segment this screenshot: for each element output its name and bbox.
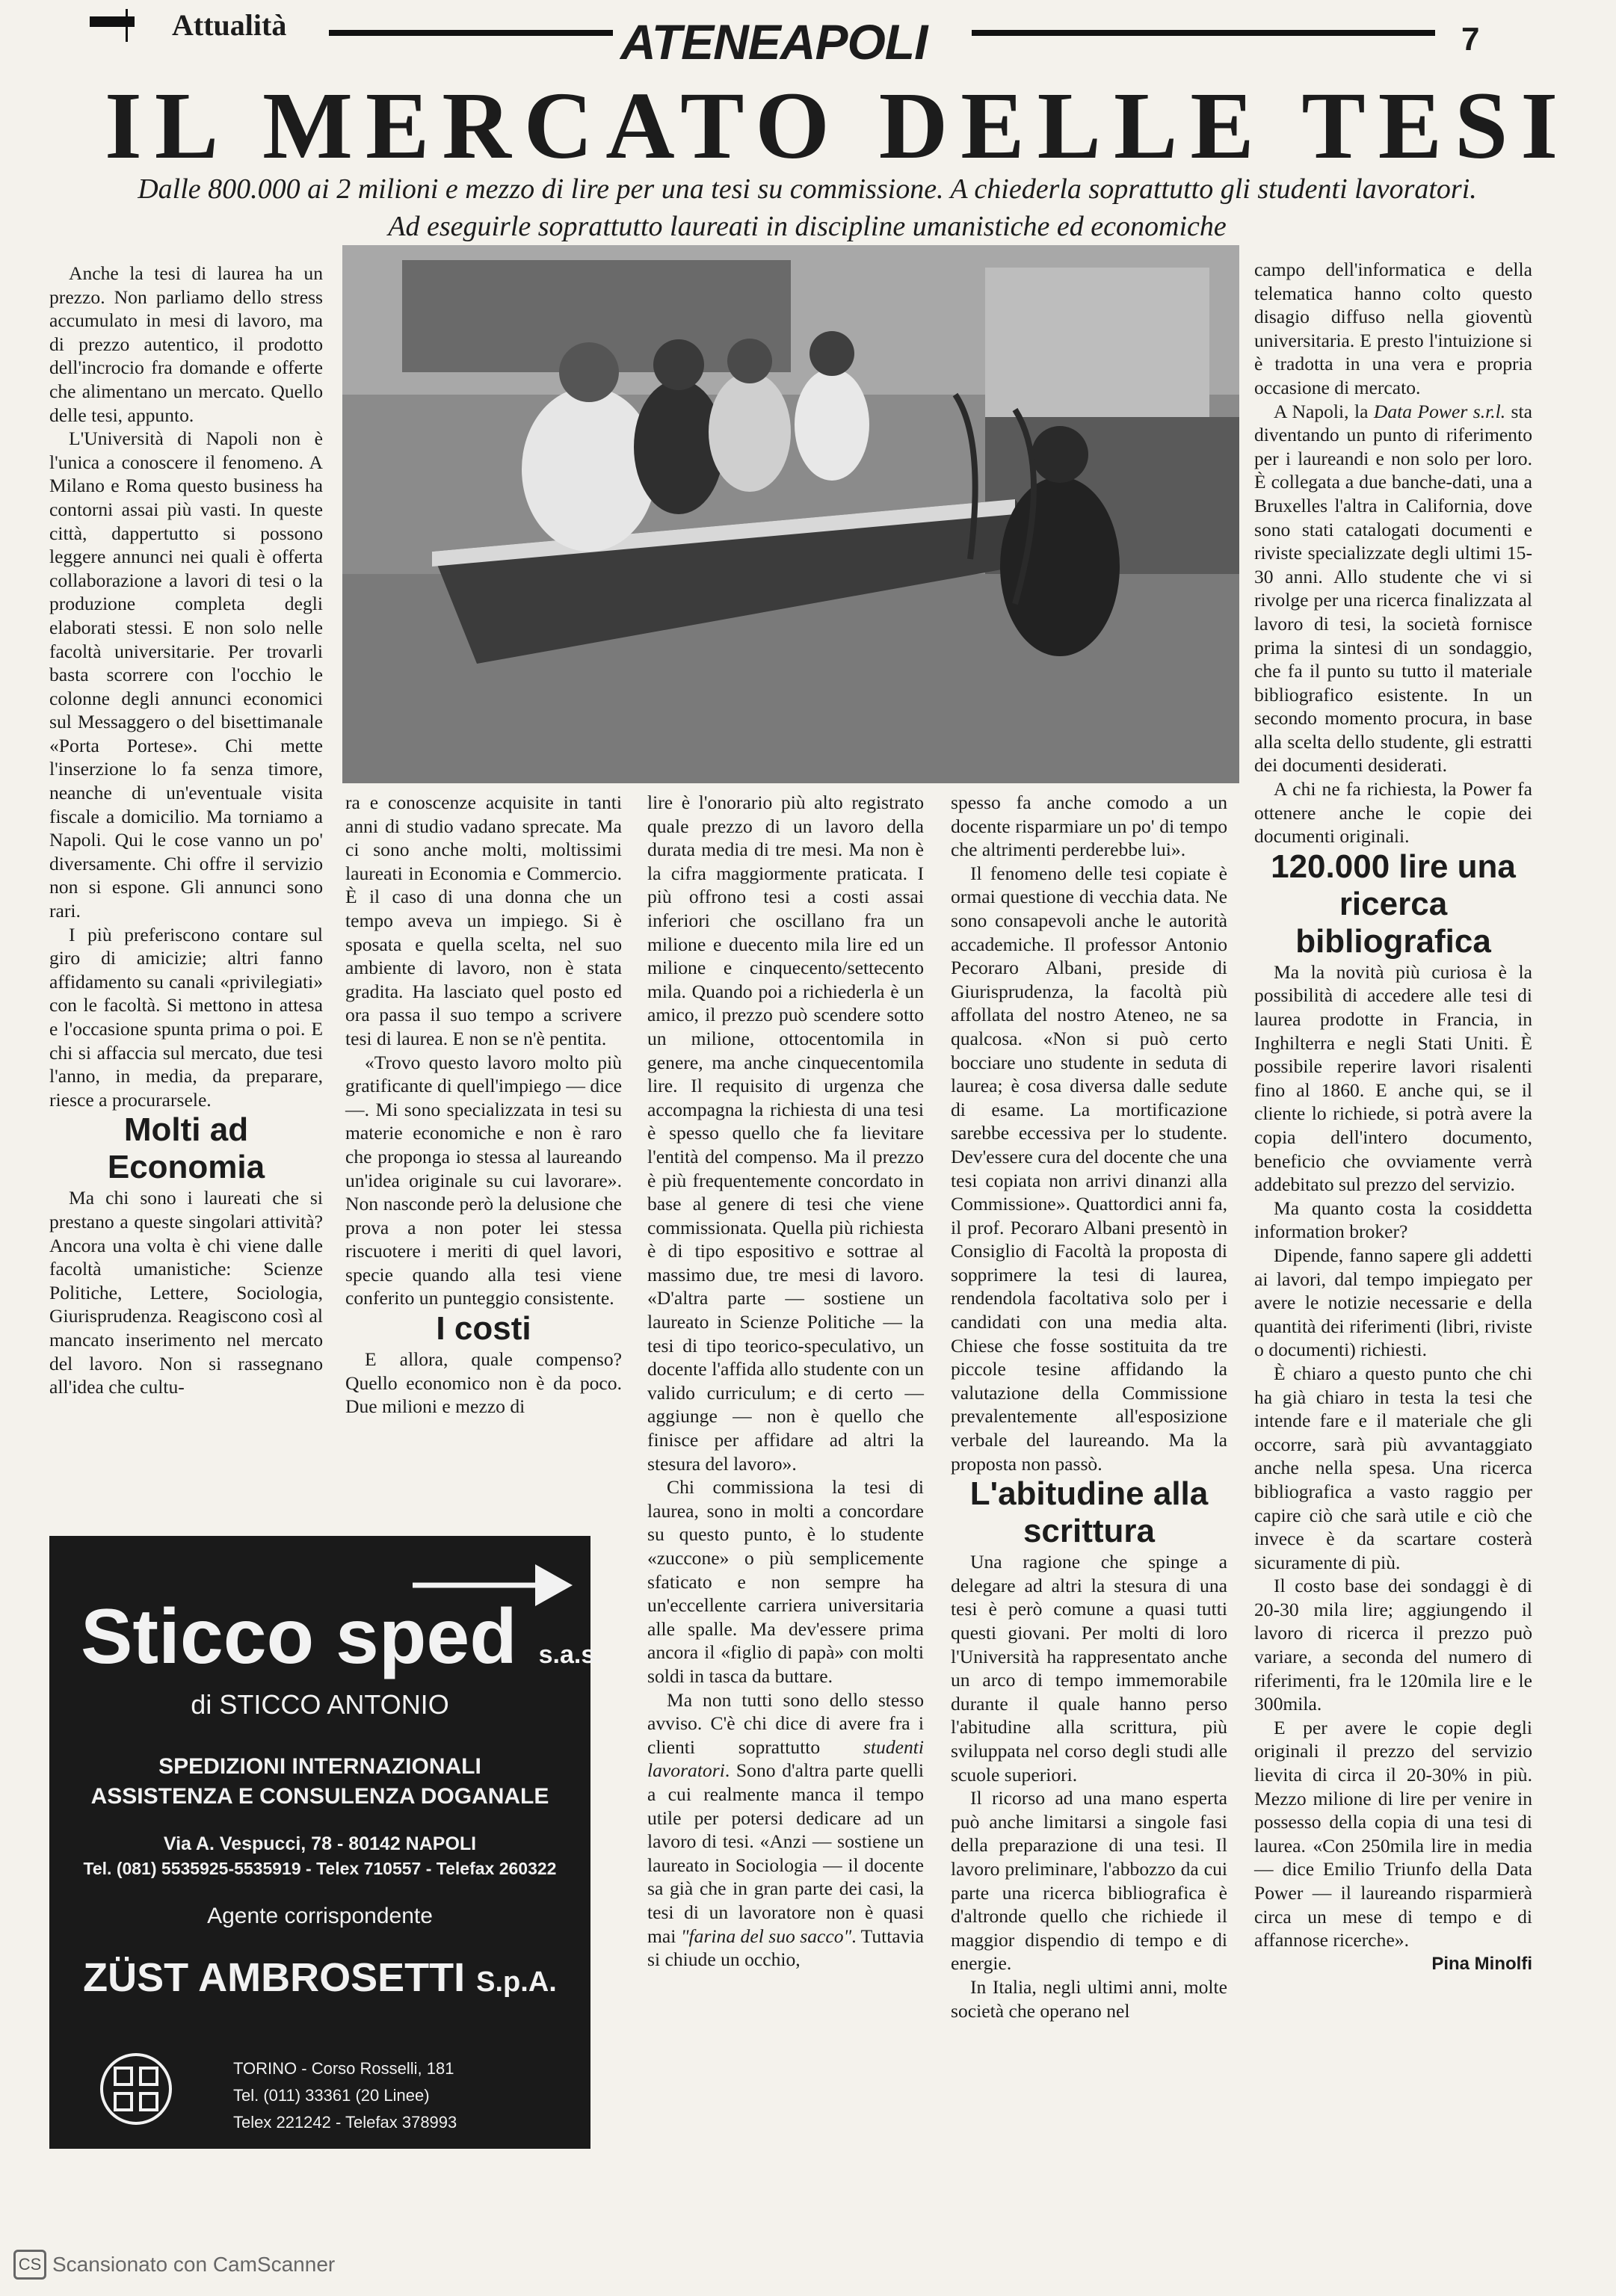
article-column-5 [1254, 258, 1532, 1975]
ad-agent-name: ZÜST AMBROSETTI [83, 1955, 466, 2000]
ad-agent-telex: Telex 221242 - Telefax 378993 [233, 2113, 457, 2132]
paragraph: ra e conoscenze acquisite in tanti anni di studio vadano sprecate. Ma ci sono anche molti, moltissimi laureati in Economia e Commercio. È il caso di una donna che un tempo aveva un impiego. Si è sposata e quella scelta, nel suo ambiente di lavoro, non è stata gradita. Ha lasciato quel posto ed ora passa il suo tempo a scrivere tesi di laurea. E non se n'è pentita. [345, 791, 622, 1049]
paragraph [1254, 400, 1532, 778]
masthead-rule-left [329, 30, 613, 36]
paragraph: I più preferiscono contare sul giro di amicizie; altri fanno affidamento su canali «privilegiati» con le facoltà. Si mettono in attesa e l'occasione spunta prima o poi. E chi si affaccia sul mercato, due tesi l'anno, in media, da preparare, riesce a procurarsele. [49, 923, 323, 1111]
section-label: Attualità [172, 8, 287, 42]
deck: Dalle 800.000 ai 2 milioni e mezzo di lire per una tesi su commissione. A chiederla soprattutto gli studenti lavoratori. Ad eseguirle soprattutto laureati in discipline umanistiche ed economiche [138, 173, 1477, 242]
paragraph: Ma chi sono i laureati che si prestano a queste singolari attività? Ancora una volta è chi viene dalle facoltà umanistiche: Scienze Politiche, Lettere, Sociologia, Giurisprudenza. Reagiscono così al mancato inserimento nel mercato del lavoro. Non si rassegnano all'idea che cultu- [49, 1187, 323, 1398]
paragraph: Chi commissiona la tesi di laurea, sono in molti a concordare su questo punto, è lo studente «zuccone» o più semplicemente sfaticato e non sempre ha un'eccellente carriera universitaria alle spalle. Ma dev'essere prima ancora il «figlio di papà» con molti soldi in tasca da buttare. [647, 1476, 924, 1687]
article-column-3 [647, 791, 924, 1972]
text-run: . Tuttavia si chiude un occhio, [647, 1925, 925, 1971]
scanner-watermark: Scansionato con CamScanner [52, 2253, 336, 2276]
paragraph: E allora, quale compenso? Quello economico non è da poco. Due milioni e mezzo di [345, 1348, 622, 1418]
page-number: 7 [1461, 21, 1480, 58]
paragraph: Il ricorso ad una mano esperta può anche limitarsi a singole fasi della preparazione di una tesi. Il lavoro preliminare, l'abbozzo da cui parte una ricerca bibliografica è d'altronde quello che richiede il maggior dispendio di tempo e di energie. [951, 1787, 1227, 1975]
commission-photo [342, 245, 1239, 783]
paragraph: E per avere le copie degli originali il prezzo del servizio lievita di circa il 20-30% in più. Mezzo milione di lire per venire in possesso della copia di una tesi di laurea. «Con 250mila lire in media — dice Emilio Triunfo della Data Power — il laureando risparmierà circa un mese di tempo e di affannose ricerche». [1254, 1716, 1532, 1951]
newspaper-logo: ATENEAPOLI [620, 14, 928, 70]
text-run: Ma non tutti sono dello stesso avviso. C'è chi dice di avere fra i clienti soprattutto [647, 1688, 924, 1758]
ad-company-name: Sticco sped [81, 1593, 517, 1680]
ad-agent-label: Agente corrispondente [207, 1904, 433, 1928]
paragraph: A chi ne fa richiesta, la Power fa ottenere anche le copie dei documenti originali. [1254, 778, 1532, 848]
emphasis: studenti lavoratori [647, 1735, 924, 1782]
subheading: L'abitudine alla scrittura [969, 1475, 1209, 1550]
ad-phones: Tel. (081) 5535925-5535919 - Telex 710557 - Telefax 260322 [83, 1859, 557, 1878]
ad-agent-suffix: S.p.A. [476, 1966, 557, 1998]
article-column-1 [49, 262, 323, 1399]
paragraph: lire è l'onorario più alto registrato quale prezzo di un lavoro della durata media di tre mesi. Ma non è la cifra maggiormente praticata. I più offrono tesi a costi assai inferiori che oscillano fra un milione e duecento mila lire ed un milione e cinquecento/settecento mila. Quando poi a richiederla è un amico, il prezzo può scendere sotto un milione, ottocentomila in genere, ma anche cinquecentomila lire. Il requisito di urgenza che accompagna la richiesta di una tesi è spesso quello che fa lievitare l'entità del compenso. Ma il prezzo è più frequentemente concordato in base al genere di tesi che viene commissionata. Quella più richiesta è di tipo espositivo e sottrae al massimo due, tre mesi di lavoro. «D'altra parte — sostiene un laureato in Scienze Politiche — la tesi di tipo teorico-speculativo, un docente l'affida allo studente con un valido curriculum; e di certo — aggiunge — non è quello che finisce per affidare ad altri la stesura del lavoro». [647, 791, 924, 1475]
ad-agent-city: TORINO - Corso Rosselli, 181 [233, 2059, 454, 2078]
emphasis: "farina del suo sacco" [680, 1925, 852, 1947]
byline: Pina Minolfi [1431, 1953, 1532, 1974]
camscanner-logo: CS [13, 2250, 46, 2280]
advertisement [49, 1536, 602, 2149]
paragraph: Ma la novità più curiosa è la possibilità di accedere alle tesi di laurea prodotte in Francia, in Inghilterra e negli Stati Uniti. È possibile reperire lavori risalenti fino al 1860. E anche qui, se il cliente lo richiede, si potrà avere la copia dell'intero documento, beneficio che ovviamente verrà addebitato sul prezzo del servizio. [1254, 960, 1532, 1196]
paragraph: Il fenomeno delle tesi copiate è ormai questione di vecchia data. Ne sono consapevoli anche le autorità accademiche. Il professor Antonio Pecoraro Albani, preside di Giurisprudenza, la facoltà più affollata del nostro Ateneo, ne sa qualcosa. «Non si può certo bocciare uno studente in seduta di laurea; è cosa diversa dalle sedute di esame. La mortificazione sarebbe eccessiva per lo studente. Dev'essere cura del docente che una tesi copiata non arrivi dinanzi alla Commissione». Quattordici anni fa, il prof. Pecoraro Albani presentò in Consiglio di Facoltà la proposta di sopprimere la tesi di laurea, rendendola facoltativa solo per i candidati con una media alta. Chiese che fosse sostituita da tre piccole tesine affidando la valutazione della Commissione prevalentemente all'esposizione verbale del laureando. Ma la proposta non passò. [951, 862, 1227, 1475]
masthead-bar [90, 16, 135, 27]
paragraph: campo dell'informatica e della telematica hanno colto questo disagio diffuso nella gioventù universitaria. E presto l'intuizione si è tradotta in una vera e propria occasione di mercato. [1254, 259, 1532, 398]
photo-illustration [342, 245, 1239, 783]
masthead-tick [126, 9, 128, 42]
paragraph: Il costo base dei sondaggi è di 20-30 mila lire; aggiungendo il lavoro di ricerca il prezzo può variare, a seconda del numero di riferimenti, fra le 120mila lire e le 300mila. [1254, 1575, 1532, 1715]
paragraph: L'Università di Napoli non è l'unica a conoscere il fenomeno. A Milano e Roma questo business ha contorni assai più vasti. In queste città, dappertutto si possono leggere annunci nei quali è offerta collaborazione a lavori di tesi o la produzione completa degli elaborati stessi. E non solo nelle facoltà universitarie. Per trovarli basta scorrere con l'occhio le colonne degli annunci economici sul Messaggero o del bisettimanale «Porta Portese». Chi mette l'inserzione lo fa senza timore, neanche di un'eventuale visita fiscale a domicilio. Ma torniamo a Napoli. Qui le cose vanno un po' diversamente. Chi offre il servizio non si espone. Gli annunci sono rari. [49, 428, 323, 922]
headline: IL MERCATO DELLE TESI [105, 72, 1571, 179]
paragraph: Dipende, fanno sapere gli addetti ai lavori, dal tempo impiegato per avere le notizie necessarie e della quantità dei riferimenti (libri, riviste o documenti) richiesti. [1254, 1244, 1532, 1361]
text-run: . Sono d'altra parte quelli a cui realmente manca il tempo utile per potersi dedicare ad un lavoro di tesi. «Anzi — sostiene un laureato in Sociologia — il docente sa già che in gran parte dei casi, la tesi di un lavoratore non è quasi mai [647, 1759, 924, 1947]
paragraph: Ma quanto costa la cosiddetta information broker? [1254, 1197, 1532, 1243]
paragraph: Una ragione che spinge a delegare ad altri la stesura di una tesi è però comune a quasi tutti questi giovani. Per molti di loro l'Università ha rappresentato anche un arco di tempo immemorabile durante il quale hanno perso l'abitudine alla scrittura, più sviluppata nel corso degli studi alle scuole superiori. [951, 1551, 1227, 1786]
paragraph: In Italia, negli ultimi anni, molte società che operano nel [951, 1975, 1227, 2022]
ad-agent-phone: Tel. (011) 33361 (20 Linee) [233, 2086, 430, 2105]
text-run: sta diventando un punto di riferimento per i laureandi e non solo per loro. È collegata a due banche-dati, una a Bruxelles l'altra in California, dove sono stati catalogati documenti e riviste specializzate degli ultimi 15-30 anni. Allo studente che vi si rivolge per una ricerca finalizzata al lavoro di tesi, la società fornisce prima la sintesi di un sondaggio, che fa il punto su tutto il materiale bibliografico esistente. In un secondo momento procura, in base alla scelta dello studente, gli estratti dei documenti desiderati. [1254, 400, 1532, 777]
subheading: 120.000 lire una ricerca bibliografica [1271, 848, 1516, 960]
zust-ambrosetti-logo-icon [99, 2052, 173, 2126]
article-column-4 [951, 791, 1227, 2022]
ad-address: Via A. Vespucci, 78 - 80142 NAPOLI [163, 1833, 477, 1854]
paragraph [647, 1688, 924, 1972]
article-column-2 [345, 791, 622, 1419]
paragraph: È chiaro a questo punto che chi ha già chiaro in testa la tesi che intende fare e il materiale che gli occorre, sarà più avvantaggiato anche nella spesa. Una ricerca bibliografica a vasto raggio per capire ciò che sarà utile e ciò che invece è da scartare costerà sicuramente di più. [1254, 1362, 1532, 1573]
paragraph: «Trovo questo lavoro molto più gratificante di quell'impiego — dice —. Mi sono specializzata in tesi su materie economiche e non è raro che proponga io stessa al laureando un'idea originale su cui lavorare». Non nasconde però la delusione che prova a non poter lei stessa riscuotere i meriti di quel lavori, specie quando alla tesi viene conferito un punteggio consistente. [345, 1051, 622, 1309]
subheading: I costi [436, 1310, 531, 1348]
text-run: A Napoli, la [1274, 400, 1374, 422]
masthead-rule-right [972, 30, 1435, 36]
paragraph: spesso fa anche comodo a un docente risparmiare un po' di tempo che altrimenti perderebbe lui». [951, 791, 1227, 861]
paragraph: Anche la tesi di laurea ha un prezzo. Non parliamo dello stress accumulato in mesi di lavoro, ma di prezzo autentico, il prodotto dell'incrocio fra domande e offerte che alimentano un mercato. Quello delle tesi, appunto. [49, 262, 323, 426]
emphasis: Data Power s.r.l. [1373, 400, 1506, 422]
ad-owner: di STICCO ANTONIO [191, 1689, 449, 1720]
ad-company-suffix: s.a.s. [538, 1641, 602, 1669]
ad-services-line-1: SPEDIZIONI INTERNAZIONALI [158, 1754, 481, 1779]
subheading: Molti ad Economia [107, 1111, 265, 1186]
ad-services-line-2: ASSISTENZA E CONSULENZA DOGANALE [90, 1784, 549, 1809]
